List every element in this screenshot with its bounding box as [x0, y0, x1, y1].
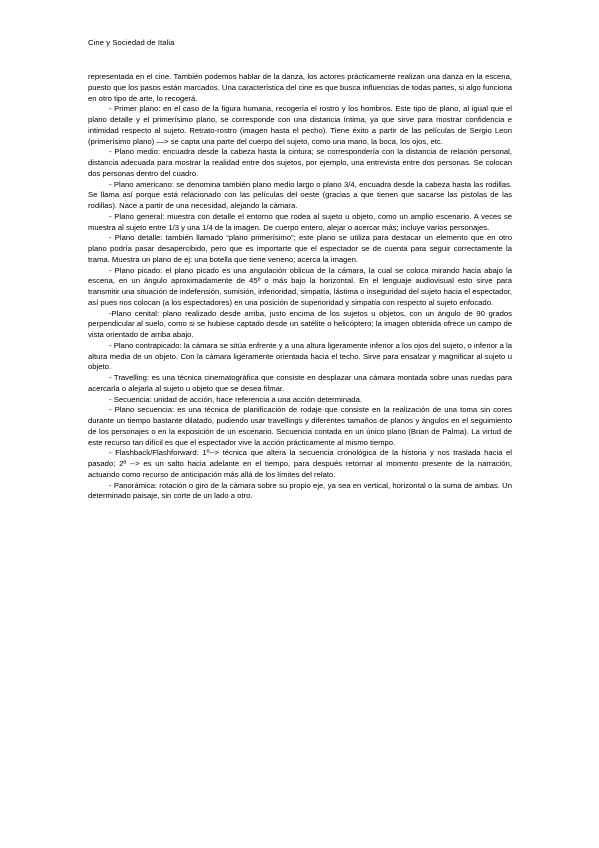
paragraph-plano-americano: - Plano americano: se denomina también plano medio largo o plano 3/4, encuadra desde la cabeza hasta las rodillas. Se llama así porque está relacionado con las películas del oeste (gracias a que tienen que sacarse las pistolas de las rodillas). Nace a partir de una necesidad, alejando la cámara.	[88, 179, 512, 210]
paragraph-continuation: representada en el cine. También podemos hablar de la danza, los actores prácticamente realizan una danza en la escena, puesto que los pasos están marcados. Una característica del cine es que busca influencias de todas partes, si algo funciona en otro tipo de arte, lo recogerá.	[88, 72, 512, 103]
paragraph-plano-secuencia: - Plano secuencia: es una técnica de planificación de rodaje que consiste en la realización de una toma sin cores durante un tiempo bastante dilatado, pudiendo usar travellings y diferentes tamaños de planos y ángulos en el seguimiento de los personajes o en la exposición de un escenario. Secuencia contada en un único plano (Brian de Palma). La virtud de este recurso tan difícil es que el espectador vive la acción prácticamente al mismo tiempo.	[88, 405, 512, 447]
paragraph-plano-general: - Plano general: muestra con detalle el entorno que rodea al sujeto u objeto, como un amplio escenario. A veces se muestra al sujeto entre 1/3 y una 1/4 de la imagen. De cuerpo entero, alejar o acercar más; incluye varios personajes.	[88, 211, 512, 232]
paragraph-plano-picado: - Plano picado: el plano picado es una angulación oblicua de la cámara, la cual se coloca mirando hacia abajo la escena, en un ángulo aproximadamente de 45º o más bajo la horizontal. En el lenguaje audiovisual esto sirve para transmitir una situación de indefensión, sumisión, inferioridad, simpatía, lástima o inseguridad del sujeto hacia el espectador, así pues nos colocan (a los espectadores) en una posición de superioridad y simpatía con respecto al sujeto enfocado.	[88, 265, 512, 307]
paragraph-primer-plano: - Primer plano: en el caso de la figura humana, recogería el rostro y los hombros. Este tipo de plano, al igual que el plano detalle y el primerísimo plano, se corresponde con una distancia íntima, ya que sirve para mostrar confidencia e intimidad respecto al sujeto. Retrato-rostro (imagen hasta el pecho). Tiene éxito a partir de las películas de Sergio Leon (primerísimo plano) —> se capta una parte del cuerpo del sujeto, como una mano, la boca, los ojos, etc.	[88, 104, 512, 146]
paragraph-plano-cenital: -Plano cenital: plano realizado desde arriba, justo encima de los sujetos u objetos, con un ángulo de 90 grados perpendicular al suelo, como si se hubiese captado desde un satélite o helicóptero; la imagen obtenida ofrece un campo de vista orientado de arriba abajo.	[88, 308, 512, 339]
paragraph-plano-medio: - Plano medio: encuadra desde la cabeza hasta la cintura; se correspondería con la distancia de relación personal, distancia adecuada para mostrar la realidad entre dos sujetos, por ejemplo, una entrevista entre dos personas. Se colocan dos personas dentro del cuadro.	[88, 147, 512, 178]
running-header: Cine y Sociedad de Italia	[88, 38, 175, 47]
paragraph-secuencia: - Secuencia: unidad de acción, hace referencia a una acción determinada.	[109, 394, 362, 404]
paragraph-plano-contrapicado: - Plano contrapicado: la cámara se sitúa enfrente y a una altura ligeramente inferior a los ojos del sujeto, o inferior a la altura media de un objeto. Con la cámara ligeramente orientada hacia el techo. Sirve para ensalzar y magnificar al sujeto u objeto.	[88, 340, 512, 372]
paragraph-travelling: - Travelling: es una técnica cinematográfica que consiste en desplazar una cámara montada sobre unas ruedas para acercarla o alejarla al sujeto u objeto que se desea filmar.	[88, 373, 512, 393]
paragraph-plano-detalle: - Plano detalle: también llamado “plano primerísimo”; este plano se utiliza para destacar un elemento que en otro plano podría pasar desapercibido, pero que es importarte que el espectador se de cuenta para seguir correctamente la trama. Muestra un plano de ej: una botella que tiene veneno; acerca la imagen.	[88, 233, 512, 264]
body-text	[88, 72, 512, 502]
paragraph-flashback: - Flashback/Flashforward: 1º--> técnica que altera la secuencia cronológica de la historia y nos traslada hacia el pasado; 2º --> es un salto hacia adelante en el tiempo, para después retornar al momento presente de la narración, actuando como recurso de anticipación más allá de los límites del relato.	[88, 448, 512, 479]
paragraph-panoramica: - Panorámica: rotación o giro de la cámara sobre su propio eje, ya sea en vertical, horizontal o la suma de ambas. Un determinado paisaje, sin corte de un lado a otro.	[88, 480, 512, 501]
